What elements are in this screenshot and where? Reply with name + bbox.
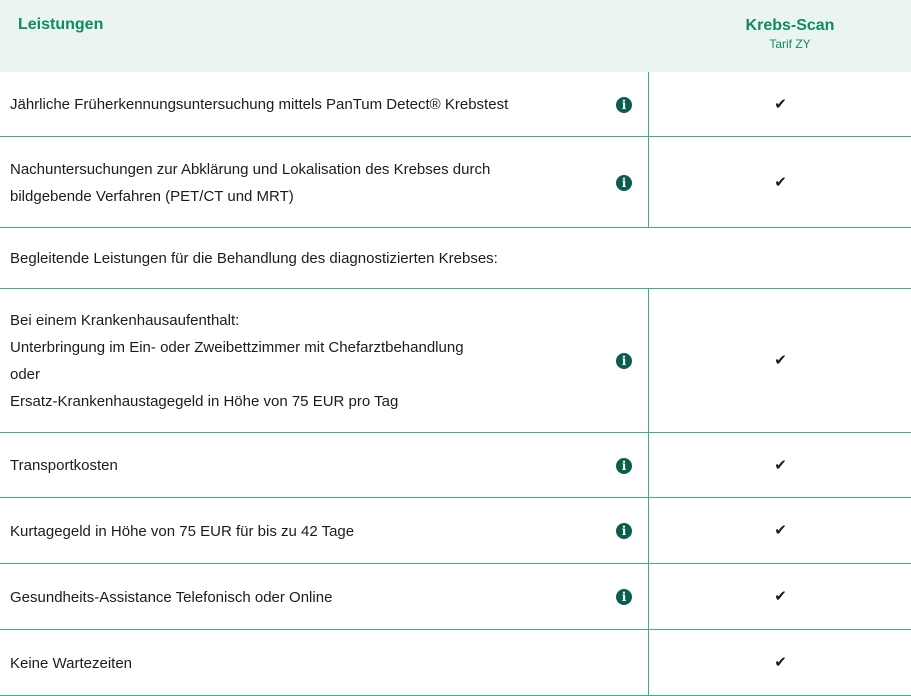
- benefit-label: [10, 452, 118, 479]
- column-divider: [648, 433, 649, 497]
- table-row: [0, 137, 911, 228]
- checkmark-icon: ✔: [774, 457, 787, 474]
- benefit-label: [10, 584, 332, 611]
- benefit-label: [10, 91, 508, 118]
- benefit-label: [10, 156, 490, 210]
- checkmark-icon: ✔: [774, 522, 787, 539]
- benefit-label-line: oder: [10, 366, 41, 383]
- checkmark-icon: ✔: [774, 352, 787, 369]
- benefit-label-line: Gesundheits-Assistance Telefonisch oder Online: [10, 589, 333, 606]
- benefit-label-line: Begleitende Leistungen für die Behandlung des diagnostizierten Krebses:: [10, 250, 498, 267]
- column-divider: [648, 630, 649, 695]
- table-header: [0, 0, 911, 72]
- column-title-benefits: Leistungen: [18, 16, 104, 33]
- benefit-label-line: Ersatz-Krankenhaustagegeld in Höhe von 75 EUR pro Tag: [10, 393, 399, 410]
- benefit-label-line: Unterbringung im Ein- oder Zweibettzimmer mit Chefarztbehandlung: [10, 339, 464, 356]
- column-divider: [648, 72, 649, 136]
- info-icon[interactable]: i: [616, 458, 632, 474]
- benefit-label: [10, 518, 354, 545]
- info-icon[interactable]: i: [616, 97, 632, 113]
- column-divider: [648, 498, 649, 563]
- info-icon[interactable]: i: [616, 175, 632, 191]
- benefit-label: [10, 650, 132, 677]
- checkmark-icon: ✔: [774, 654, 787, 671]
- table-row: [0, 498, 911, 564]
- benefit-label-line: Bei einem Krankenhausaufenthalt:: [10, 312, 240, 329]
- table-row: [0, 289, 911, 433]
- checkmark-icon: ✔: [774, 588, 787, 605]
- benefit-label-line: Nachuntersuchungen zur Abklärung und Lokalisation des Krebses durch: [10, 161, 491, 178]
- benefit-label-line: Jährliche Früherkennungsuntersuchung mittels PanTum Detect® Krebstest: [10, 96, 509, 113]
- column-divider: [648, 564, 649, 629]
- checkmark-icon: ✔: [774, 96, 787, 113]
- benefit-label-line: bildgebende Verfahren (PET/CT und MRT): [10, 188, 294, 205]
- benefit-label: [10, 245, 498, 272]
- column-title-tariff: [670, 16, 910, 52]
- benefit-label: [10, 307, 464, 415]
- info-icon[interactable]: i: [616, 589, 632, 605]
- info-icon[interactable]: i: [616, 353, 632, 369]
- benefit-label-line: Kurtagegeld in Höhe von 75 EUR für bis zu 42 Tage: [10, 523, 355, 540]
- column-divider: [648, 289, 649, 432]
- table-row: [0, 564, 911, 630]
- column-divider: [648, 137, 649, 227]
- checkmark-icon: ✔: [774, 174, 787, 191]
- info-icon[interactable]: i: [616, 523, 632, 539]
- benefit-label-line: Transportkosten: [10, 457, 118, 474]
- table-row: [0, 433, 911, 498]
- benefit-label-line: Keine Wartezeiten: [10, 655, 133, 672]
- table-row: [0, 630, 911, 696]
- table-row: [0, 228, 911, 289]
- tariff-subtitle: Tarif ZY: [769, 37, 811, 51]
- tariff-name: Krebs-Scan: [745, 17, 835, 34]
- table-row: [0, 72, 911, 137]
